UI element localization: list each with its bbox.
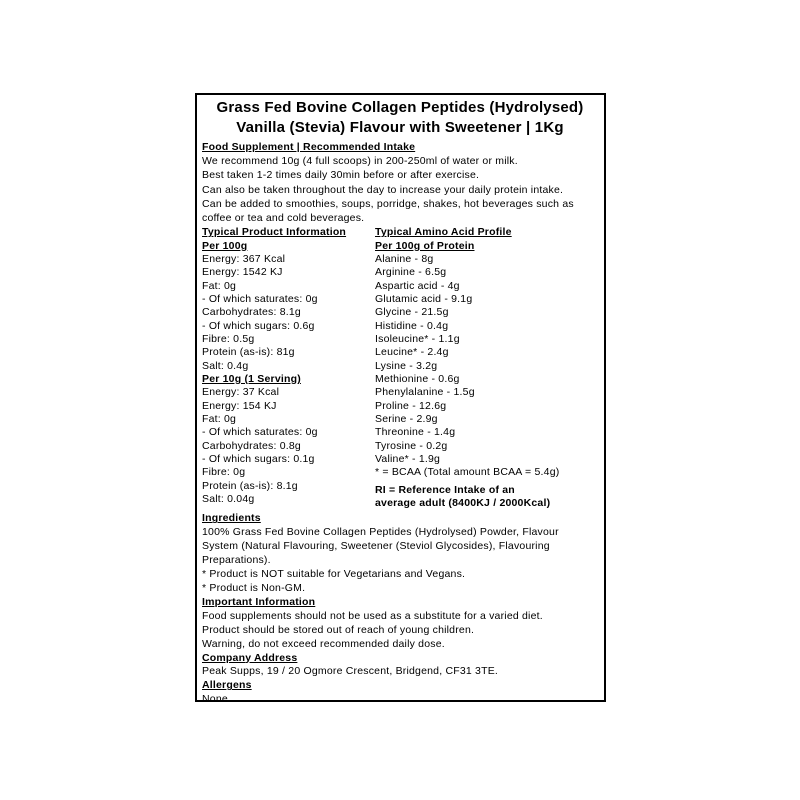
- important-info-heading: Important Information: [202, 595, 316, 608]
- reference-intake-note: [375, 484, 598, 511]
- text-line: - Of which saturates: 0g: [202, 292, 318, 305]
- product-info-heading: Typical Product Information: [202, 226, 347, 239]
- product-title-line1: Grass Fed Bovine Collagen Peptides (Hydrolysed): [216, 99, 584, 116]
- text-line: Best taken 1-2 times daily 30min before or after exercise.: [202, 169, 480, 182]
- text-line: Protein (as-is): 81g: [202, 346, 295, 359]
- text-line: Threonine - 1.4g: [375, 426, 456, 439]
- text-line: Serine - 2.9g: [375, 413, 438, 426]
- text-line: * = BCAA (Total amount BCAA = 5.4g): [375, 466, 560, 479]
- per-100g-heading: Per 100g: [202, 239, 248, 252]
- text-line: Energy: 367 Kcal: [202, 252, 286, 265]
- section-company-address: [202, 652, 598, 680]
- text-line: Energy: 154 KJ: [202, 399, 277, 412]
- text-line: Carbohydrates: 0.8g: [202, 439, 301, 452]
- section-recommended-intake: [202, 140, 598, 225]
- text-line: Arginine - 6.5g: [375, 266, 447, 279]
- text-line: Fibre: 0g: [202, 466, 246, 479]
- text-line: Can also be taken throughout the day to increase your daily protein intake.: [202, 183, 564, 196]
- text-line: Energy: 37 Kcal: [202, 386, 280, 399]
- text-line: Leucine* - 2.4g: [375, 346, 449, 359]
- reference-intake-line1: RI = Reference Intake of an: [375, 483, 515, 496]
- amino-profile-heading: Typical Amino Acid Profile: [375, 226, 512, 239]
- text-line: Proline - 12.6g: [375, 399, 447, 412]
- text-line: - Of which saturates: 0g: [202, 426, 318, 439]
- amino-profile-rows: [375, 253, 598, 480]
- text-line: Aspartic acid - 4g: [375, 279, 460, 292]
- text-line: Lysine - 3.2g: [375, 359, 438, 372]
- section-ingredients: [202, 512, 598, 595]
- text-line: Methionine - 0.6g: [375, 373, 460, 385]
- text-line: Histidine - 0.4g: [375, 319, 449, 332]
- section-allergens: [202, 679, 598, 707]
- per-10g-heading: Per 10g (1 Serving): [202, 373, 301, 385]
- ingredients-body: [202, 526, 598, 596]
- reference-intake-line2: average adult (8400KJ / 2000Kcal): [375, 497, 551, 510]
- per-100g-rows: [202, 253, 375, 373]
- text-line: Glycine - 21.5g: [375, 306, 449, 319]
- text-line: Warning, do not exceed recommended daily dose.: [202, 637, 445, 650]
- text-line: Fibre: 0.5g: [202, 332, 255, 345]
- text-line: - Of which sugars: 0.1g: [202, 453, 315, 466]
- company-address-heading: Company Address: [202, 651, 298, 664]
- allergens-heading: Allergens: [202, 679, 252, 692]
- product-title-line2: Vanilla (Stevia) Flavour with Sweetener | 1Kg: [236, 119, 564, 136]
- section-important-info: [202, 596, 598, 652]
- section-amino-profile: [375, 226, 598, 510]
- text-line: Can be added to smoothies, soups, porridge, shakes, hot beverages such as coffee or tea and cold beverages.: [202, 197, 574, 225]
- text-line: Product should be stored out of reach of young children.: [202, 623, 475, 636]
- text-line: * Product is NOT suitable for Vegetarians and Vegans.: [202, 568, 466, 581]
- nutrition-columns: [202, 226, 598, 510]
- text-line: We recommend 10g (4 full scoops) in 200-250ml of water or milk.: [202, 155, 518, 168]
- amino-profile-subheading: Per 100g of Protein: [375, 239, 475, 252]
- text-line: 100% Grass Fed Bovine Collagen Peptides (Hydrolysed) Powder, Flavour System (Natural Flavouring, Sweetener (Steviol Glycosides), Flavouring Preparations).: [202, 526, 559, 567]
- text-line: Phenylalanine - 1.5g: [375, 386, 475, 399]
- per-10g-rows: [202, 386, 375, 506]
- text-line: Fat: 0g: [202, 279, 237, 292]
- text-line: Tyrosine - 0.2g: [375, 439, 448, 452]
- product-title: [202, 97, 598, 138]
- text-line: Glutamic acid - 9.1g: [375, 292, 473, 305]
- recommended-intake-body: [202, 154, 598, 225]
- product-label: [195, 93, 606, 706]
- text-line: Salt: 0.04g: [202, 493, 255, 506]
- text-line: Valine* - 1.9g: [375, 453, 441, 466]
- text-line: Food supplements should not be used as a substitute for a varied diet.: [202, 609, 543, 622]
- text-line: - Of which sugars: 0.6g: [202, 319, 315, 332]
- text-line: Protein (as-is): 8.1g: [202, 479, 298, 492]
- text-line: Carbohydrates: 8.1g: [202, 306, 301, 319]
- ingredients-heading: Ingredients: [202, 512, 261, 525]
- text-line: * Product is Non-GM.: [202, 581, 306, 594]
- text-line: Fat: 0g: [202, 413, 237, 426]
- text-line: Salt: 0.4g: [202, 359, 249, 372]
- text-line: Alanine - 8g: [375, 252, 434, 265]
- text-line: Energy: 1542 KJ: [202, 266, 283, 279]
- recommended-intake-heading: Food Supplement | Recommended Intake: [202, 141, 416, 153]
- allergens-text: None.: [202, 693, 232, 706]
- company-address-text: Peak Supps, 19 / 20 Ogmore Crescent, Bridgend, CF31 3TE.: [202, 665, 499, 678]
- important-info-body: [202, 610, 598, 652]
- section-product-info: [202, 226, 375, 510]
- text-line: Isoleucine* - 1.1g: [375, 332, 460, 345]
